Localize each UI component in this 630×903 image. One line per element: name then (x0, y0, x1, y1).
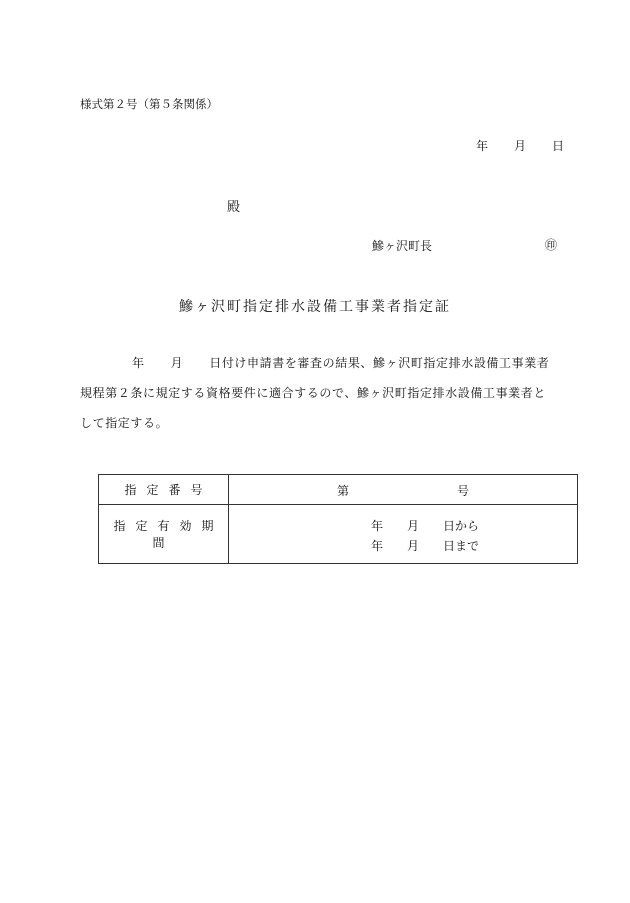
body-line-1 (80, 354, 549, 371)
seal-mark: ㊞ (545, 238, 558, 252)
date-month: 月 (514, 139, 527, 153)
period-to-month: 月 (407, 539, 420, 553)
date-year: 年 (476, 139, 489, 153)
validity-period-label: 指定有効期間 (99, 505, 229, 564)
number-suffix: 号 (457, 484, 470, 498)
issue-date (476, 137, 564, 154)
designation-number-cell (229, 475, 578, 505)
number-prefix: 第 (337, 484, 350, 498)
addressee-honorific: 殿 (227, 200, 241, 215)
designation-number-label: 指定番号 (99, 475, 229, 505)
body-line-1-text: 日付け申請書を審査の結果、鰺ヶ沢町指定排水設備工事業者 (209, 356, 550, 370)
date-day: 日 (552, 139, 565, 153)
form-number: 様式第２号（第５条関係） (80, 97, 218, 111)
body-line-2: 規程第２条に規定する資格要件に適合するので、鰺ヶ沢町指定排水設備工事業者と (80, 386, 546, 400)
issuer-name: 鰺ヶ沢町長 (372, 239, 433, 253)
designation-table (98, 474, 578, 564)
period-from-month: 月 (407, 519, 420, 533)
period-from-line (371, 517, 479, 534)
table-row-period (99, 505, 578, 564)
table-row-number (99, 475, 578, 505)
period-from-year: 年 (371, 519, 384, 533)
validity-period-cell (229, 505, 578, 564)
body-month: 月 (170, 356, 184, 370)
period-to-year: 年 (371, 539, 384, 553)
period-to-day: 日まで (443, 539, 480, 553)
document-title: 鰺ヶ沢町指定排水設備工事業者指定証 (179, 299, 451, 315)
body-line-3: して指定する。 (80, 416, 169, 430)
period-from-day: 日から (443, 519, 480, 533)
period-to-line (371, 537, 479, 554)
body-year: 年 (132, 356, 145, 370)
